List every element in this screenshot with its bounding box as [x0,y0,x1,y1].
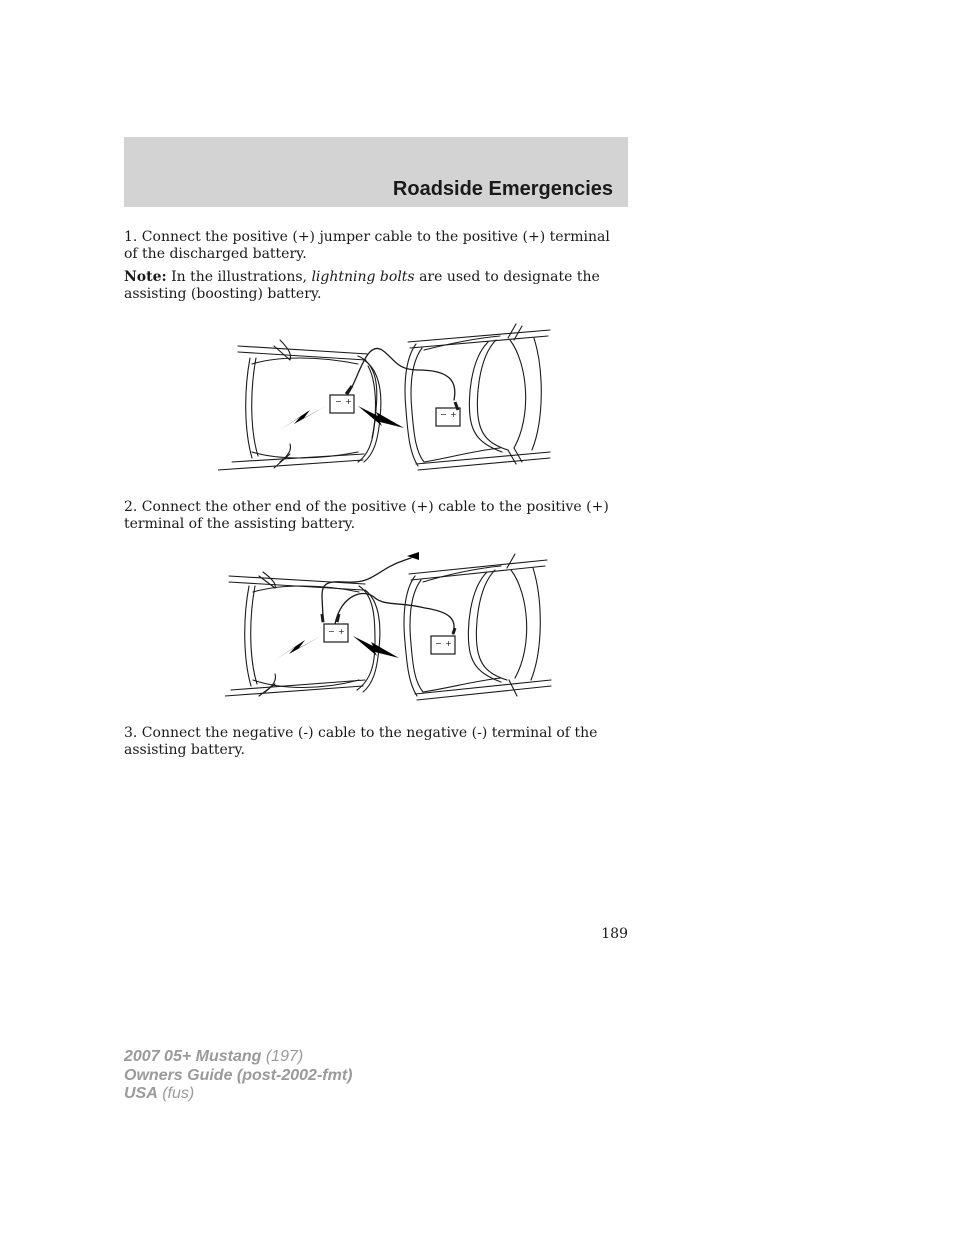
cable-clamp-2 [337,614,339,622]
battery-1-minus: − [335,397,342,406]
battery-1-minus: − [328,627,335,636]
footer-line-1: 2007 05+ Mustang (197) [124,1048,304,1065]
step-2-text: 2. Connect the other end of the positive (+) cable to the positive (+) terminal of the assisting battery. [124,499,609,532]
footer-line-3: USA (fus) [124,1085,195,1102]
battery-1-plus: + [345,397,352,406]
section-title: Roadside Emergencies [392,178,613,200]
battery-2-plus: + [445,639,452,648]
cable-clamp-1 [322,614,323,622]
note-text-after: are used to designate the assisting (boosting) battery. [124,269,600,302]
note-emphasis: lightning bolts [311,269,415,285]
assisting-car-drawing [404,554,551,700]
jump-start-illustration-1 [218,320,558,480]
page-number: 189 [601,926,628,942]
battery-1-plus: + [338,627,345,636]
note-label: Note: [124,269,167,285]
step-3-text: 3. Connect the negative (-) cable to the negative (-) terminal of the assisting battery. [124,725,598,758]
discharged-car-drawing [218,340,381,470]
battery-2-minus: − [440,410,447,419]
note-paragraph [124,269,620,302]
discharged-car-drawing [225,572,380,696]
note-text-before: In the illustrations, [166,269,312,285]
document-footer [124,1048,352,1104]
section-header-band [124,137,628,207]
step-1-text: 1. Connect the positive (+) jumper cable to the positive (+) terminal of the discharged battery. [124,229,610,262]
lightning-bolt-icon [280,406,326,430]
jump-start-illustration-2 [225,550,555,710]
footer-line-2: Owners Guide (post-2002-fmt) [124,1066,353,1084]
lightning-bolt-icon [275,636,321,660]
assisting-car-drawing [405,324,550,470]
battery-2-plus: + [450,410,457,419]
cable-clamp-3 [453,628,455,634]
lightning-bolt-icon [353,636,399,658]
battery-2-minus: − [435,639,442,648]
